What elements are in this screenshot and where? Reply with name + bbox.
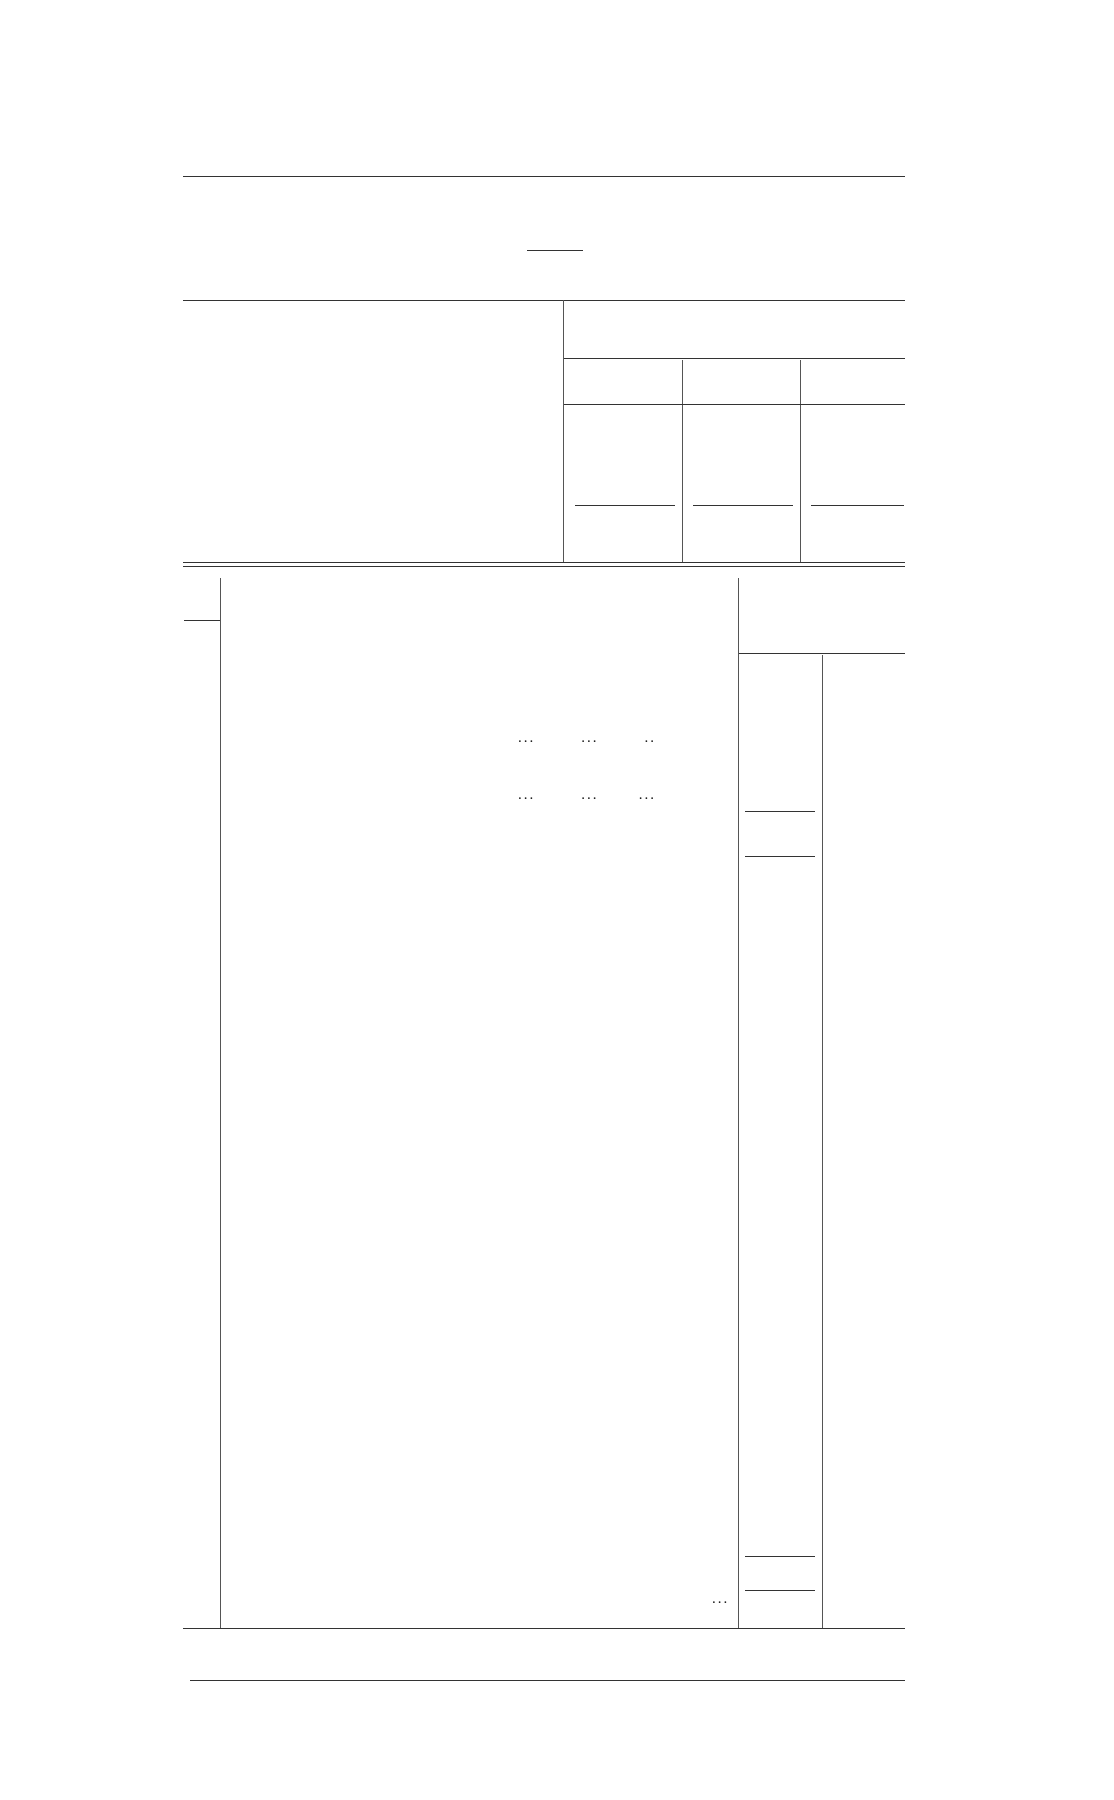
item-header-rule — [184, 620, 220, 621]
subtotal-rule — [745, 811, 815, 812]
detail-bottom-rule — [183, 1628, 905, 1629]
subtotal-rule — [745, 1590, 815, 1591]
leader-dots: ... — [712, 1591, 730, 1607]
header-rule — [183, 176, 905, 177]
subtotal-rule — [745, 1556, 815, 1557]
total-rule — [693, 505, 793, 506]
subtotal-rule — [745, 856, 815, 857]
detail-item-divider — [220, 578, 221, 1628]
footer-rule — [190, 1680, 905, 1681]
detail-amount-divider — [822, 655, 823, 1628]
col-header-rule — [564, 404, 905, 405]
summary-top-rule — [183, 300, 905, 301]
total-rule — [811, 505, 904, 506]
year-rule — [564, 358, 905, 359]
detail-amount-divider — [738, 578, 739, 1628]
detail-year-rule — [739, 653, 905, 654]
leader-dots: ... ... .. — [518, 730, 656, 746]
title-rule — [527, 250, 583, 251]
summary-divider — [563, 300, 564, 562]
summary-bottom-rule — [183, 562, 905, 563]
total-rule — [575, 505, 675, 506]
summary-divider — [800, 360, 801, 562]
summary-divider — [682, 360, 683, 562]
summary-bottom-rule — [183, 566, 905, 567]
leader-dots: ... ... ... — [518, 787, 656, 803]
